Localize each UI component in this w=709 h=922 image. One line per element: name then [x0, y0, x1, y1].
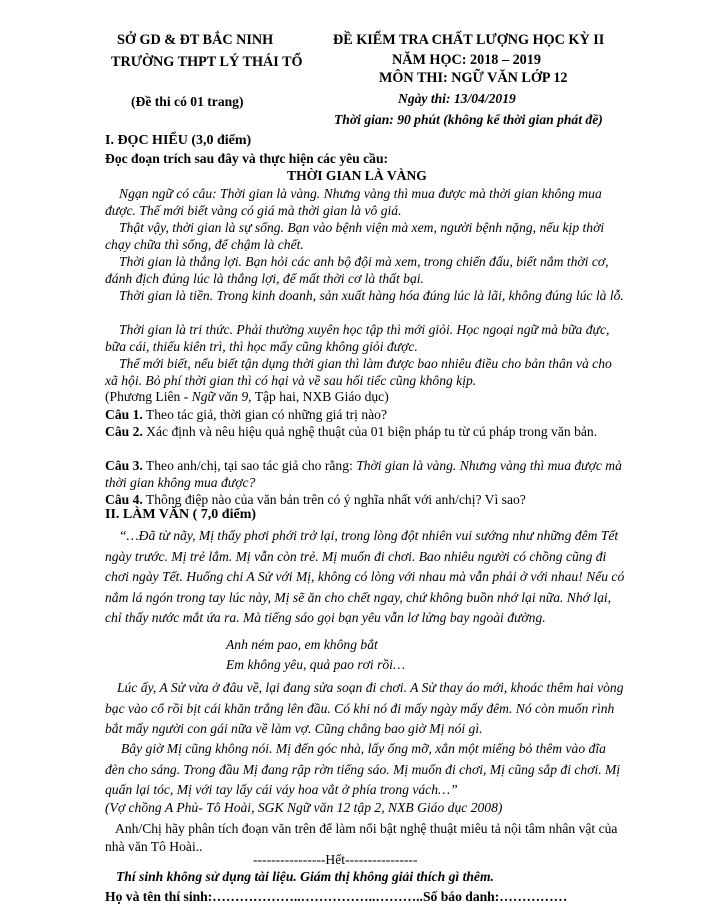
question-label: Câu 1. [105, 407, 143, 422]
passage-paragraph: Ngạn ngữ có câu: Thời gian là vàng. Nhưng vàng thì mua được mà thời gian không mua được. Thế mới biết vàng có giá mà thời gian là vô giá. [105, 186, 602, 218]
pages-note: (Đề thi có 01 trang) [131, 94, 244, 109]
passage-paragraph: Thời gian là thắng lợi. Bạn hỏi các anh bộ đội mà xem, trong chiến đấu, biết nắm thời cơ, đánh địch đúng lúc là thắng lợi, để mất thời cơ là thất bại. [105, 254, 609, 286]
passage-paragraph: Thời gian là tiền. Trong kinh doanh, sản xuất hàng hóa đúng lúc là lãi, không đúng lúc là lỗ. [119, 288, 624, 303]
part2-heading: II. LÀM VĂN ( 7,0 điểm) [105, 507, 257, 522]
question-1 [105, 406, 625, 423]
subject: MÔN THI: NGỮ VĂN LỚP 12 [379, 70, 568, 86]
excerpt-source: (Vợ chồng A Phủ- Tô Hoài, SGK Ngữ văn 12 tập 2, NXB Giáo dục 2008) [105, 800, 503, 815]
passage-paragraph: Thời gian là tri thức. Phải thường xuyên học tập thì mới giỏi. Học ngoại ngữ mà bữa đực, bữa cái, thiếu kiên trì, thì học mấy cũng không giỏi được. [105, 322, 610, 354]
question-label: Câu 3. [105, 458, 143, 473]
exam-note: Thí sinh không sử dụng tài liệu. Giám thị không giải thích gì thêm. [116, 869, 494, 884]
question-label: Câu 4. [105, 492, 143, 507]
exam-duration: Thời gian: 90 phút (không kể thời gian phát đề) [334, 112, 603, 127]
passage-paragraph: Thế mới biết, nếu biết tận dụng thời gian thì làm được bao nhiêu điều cho bản thân và cho xã hội. Bỏ phí thời gian thì có hại và về sau hối tiếc cũng không kịp. [105, 356, 612, 388]
question-label: Câu 2. [105, 424, 143, 439]
essay-task: Anh/Chị hãy phân tích đoạn văn trên để làm nổi bật nghệ thuật miêu tả nội tâm nhân vật của nhà văn Tô Hoài.. [105, 821, 618, 854]
excerpt-paragraph-1: “…Đã từ nãy, Mị thấy phơi phới trở lại, trong lòng đột nhiên vui sướng như những đêm Tết ngày trước. Mị trẻ lắm. Mị vẫn còn trẻ. Mị muốn đi chơi. Bao nhiêu người có chồng cũng đi chơi ngày Tết. Huống chi A Sử với Mị, không có lòng với nhau mà vẫn phải ở với nhau! Nếu có nắm lá ngón trong tay lúc này, Mị sẽ ăn cho chết ngay, chứ không buồn nhớ lại nữa. Nhớ lại, chỉ thấy nước mắt ứa ra. Mà tiếng sáo gọi bạn yêu vẫn lơ lửng bay ngoài đường. [105, 528, 625, 625]
passage-source [105, 389, 389, 405]
question-text: Xác định và nêu hiệu quả nghệ thuật của 01 biện pháp tu từ cú pháp trong văn bản. [142, 424, 598, 439]
school-name: TRƯỜNG THPT LÝ THÁI TỔ [111, 54, 303, 70]
end-mark: ----------------Hết---------------- [253, 852, 418, 867]
question-text: Thông điệp nào của văn bản trên có ý nghĩa nhất với anh/chị? Vì sao? [142, 492, 526, 507]
passage-source-suffix: , Tập hai, NXB Giáo dục) [248, 389, 389, 404]
question-text: Theo anh/chị, tại sao tác giả cho rằng: [142, 458, 357, 473]
question-4 [105, 491, 625, 508]
exam-date: Ngày thi: 13/04/2019 [398, 91, 516, 106]
verse-line-1: Anh ném pao, em không bắt [226, 637, 378, 652]
part1-instruction: Đọc đoạn trích sau đây và thực hiện các yêu cầu: [105, 151, 389, 166]
school-year: NĂM HỌC: 2018 – 2019 [392, 52, 541, 68]
question-2 [105, 423, 625, 440]
question-quote: Thời gian là vàng. Nhưng vàng thì mua được mà thời gian không mua được? [105, 458, 622, 490]
passage-paragraph: Thật vậy, thời gian là sự sống. Bạn vào bệnh viện mà xem, người bệnh nặng, nếu kịp thời chạy chữa thì sống, để chậm là chết. [105, 220, 605, 252]
excerpt-paragraph-3: Bây giờ Mị cũng không nói. Mị đến góc nhà, lấy ống mỡ, xắn một miếng bỏ thêm vào đĩa đèn cho sáng. Trong đầu Mị đang rập rờn tiếng sáo. Mị muốn đi chơi, Mị cũng sắp đi chơi. Mị quấn lại tóc, Mị với tay lấy cái váy hoa vắt ở phía trong vách…” [105, 741, 621, 797]
passage-title: THỜI GIAN LÀ VÀNG [287, 168, 427, 183]
question-text: Theo tác giả, thời gian có những giá trị nào? [142, 407, 387, 422]
department-name: SỞ GD & ĐT BẮC NINH [117, 32, 274, 48]
verse-line-2: Em không yêu, quả pao rơi rồi… [226, 657, 406, 672]
question-3 [105, 457, 625, 491]
passage-source-prefix: (Phương Liên - [105, 389, 192, 404]
candidate-info-line: Họ và tên thí sinh:………………..……………..………..Số báo danh:…………… [105, 889, 568, 904]
exam-title: ĐỀ KIỂM TRA CHẤT LƯỢNG HỌC KỲ II [333, 32, 605, 48]
part1-heading: I. ĐỌC HIỂU (3,0 điểm) [105, 133, 252, 148]
excerpt-paragraph-2: Lúc ấy, A Sử vừa ở đâu về, lại đang sửa soạn đi chơi. A Sử thay áo mới, khoác thêm hai vòng bạc vào cổ rồi bịt cái khăn trắng lên đầu. Có khi nó đi mấy ngày mấy đêm. Nó còn muốn rình bắt mấy người con gái nữa về làm vợ. Cũng chẳng bao giờ Mị nói gì. [105, 680, 624, 736]
passage-source-book: Ngữ văn 9 [191, 389, 249, 404]
